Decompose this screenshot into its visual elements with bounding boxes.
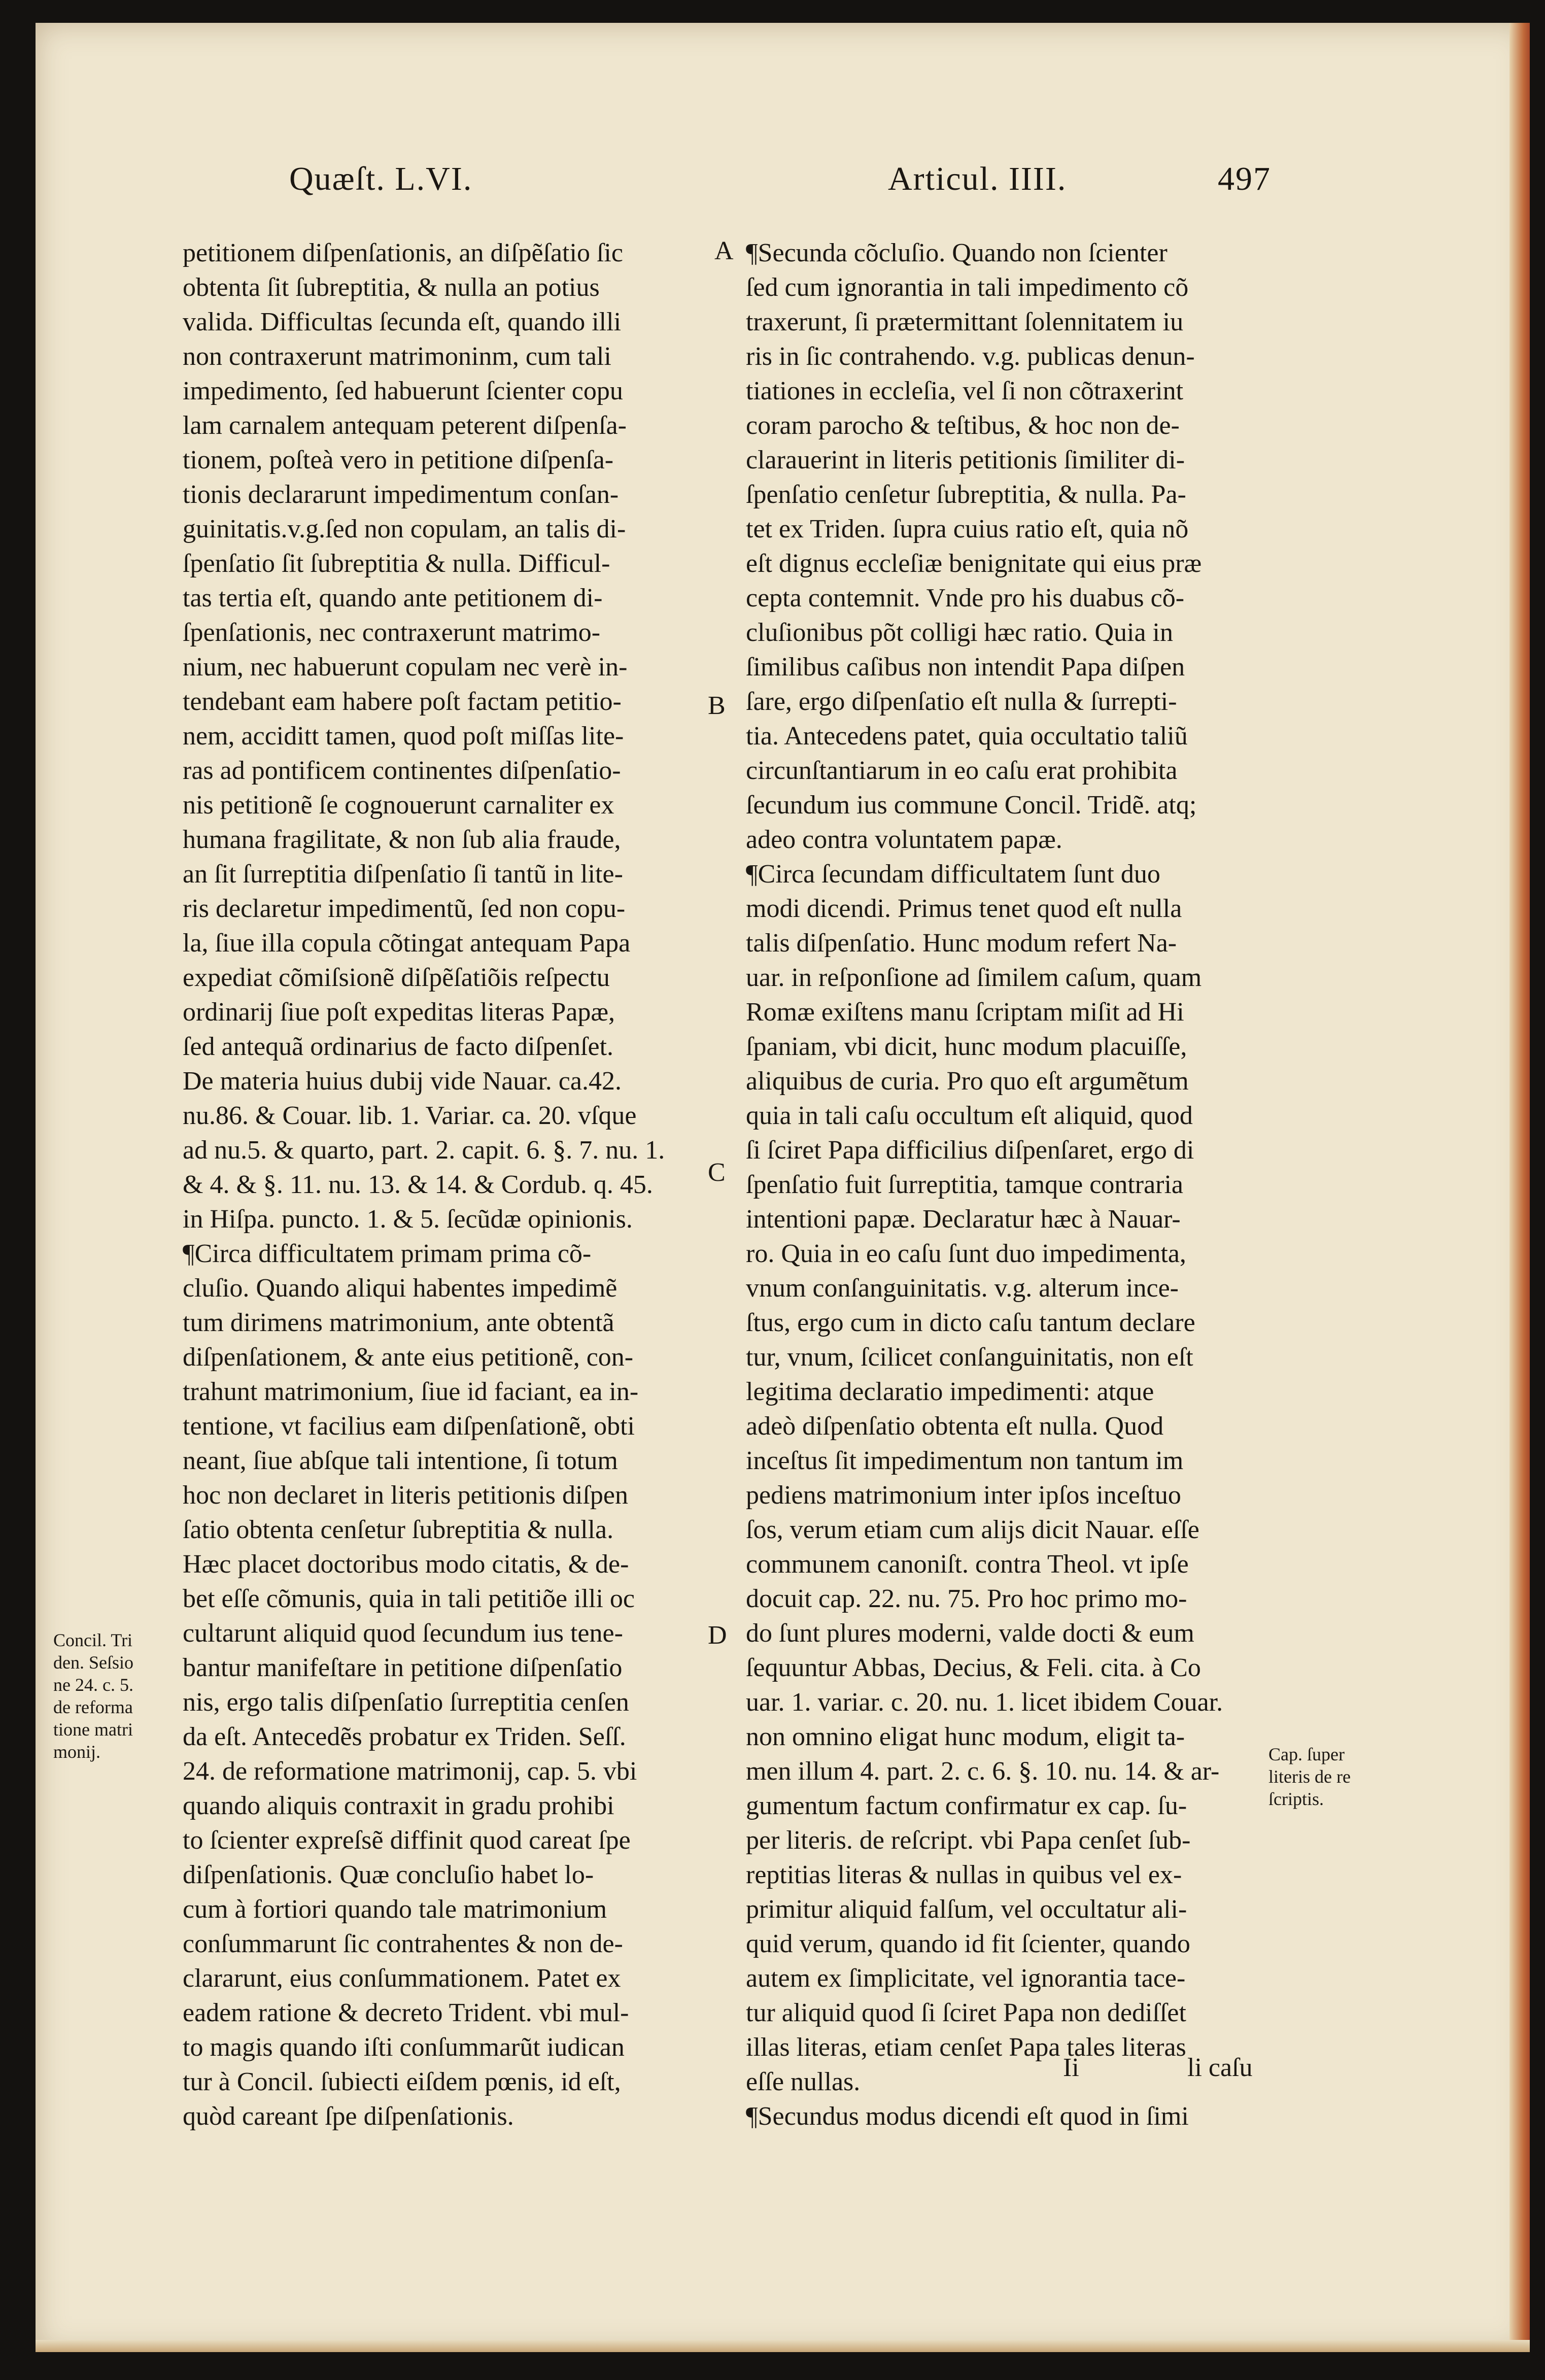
margin-letter-c: C [708,1158,726,1187]
margin-letter-b: B [708,691,726,720]
text-line: ordinarij ſiue poſt expeditas literas Papæ, [183,998,615,1027]
margin-letter-a: A [714,236,734,265]
text-line: ris declaretur impedimentũ, ſed non copu- [183,894,626,923]
text-line: obtenta ſit ſubreptitia, & nulla an potius [183,273,600,302]
text-line: an ſit ſurreptitia diſpenſatio ſi tantũ in lite- [183,860,623,889]
text-line: uar. in reſponſione ad ſimilem caſum, quam [746,963,1202,992]
text-line: ſed antequã ordinarius de facto diſpenſet. [183,1032,614,1061]
text-line: tiationes in eccleſia, vel ſi non cõtraxerint [746,377,1184,405]
text-line: ſpaniam, vbi dicit, hunc modum placuiſſe, [746,1032,1187,1061]
text-line: ſatio obtenta cenſetur ſubreptitia & nulla. [183,1515,614,1544]
right-text-column [746,236,1296,2134]
text-line: eſſe nullas. [746,2067,861,2096]
text-line: da eſt. Antecedẽs probatur ex Triden. Seſſ. [183,1722,626,1751]
text-line: lam carnalem antequam peterent diſpenſa- [183,411,627,440]
margin-note-line: literis de re [1268,1766,1351,1787]
text-line: adeò diſpenſatio obtenta eſt nulla. Quod [746,1412,1164,1441]
text-line: men illum 4. part. 2. c. 6. §. 10. nu. 14. & ar- [746,1757,1220,1786]
margin-note-line: tione matri [53,1719,133,1740]
text-line: aliquibus de curia. Pro quo eſt argumẽtum [746,1067,1189,1096]
text-line: non contraxerunt matrimoninm, cum tali [183,342,611,371]
text-line: tur à Concil. ſubiecti eiſdem pœnis, id eſt, [183,2067,621,2096]
text-line: quid verum, quando id fit ſcienter, quando [746,1929,1190,1958]
text-line: humana fragilitate, & non ſub alia fraude, [183,825,621,854]
text-line: ſare, ergo diſpenſatio eſt nulla & ſurrepti- [746,687,1177,716]
text-line: circunſtantiarum in eo caſu erat prohibita [746,756,1178,785]
text-line: non omnino eligat hunc modum, eligit ta- [746,1722,1185,1751]
text-line: traxerunt, ſi prætermittant ſolennitatem iu [746,308,1184,336]
text-line: tionis declararunt impedimentum conſan- [183,480,619,509]
text-line: tur, vnum, ſcilicet conſanguinitatis, non eſt [746,1343,1193,1372]
text-line: petitionem diſpenſationis, an diſpẽſatio ſic [183,239,623,267]
text-line: pediens matrimonium inter ipſos inceſtuo [746,1481,1181,1510]
text-line: do ſunt plures moderni, valde docti & eum [746,1619,1194,1648]
text-line: reptitias literas & nullas in quibus vel ex- [746,1860,1182,1889]
text-line: communem canoniſt. contra Theol. vt ipſe [746,1550,1189,1579]
running-head-question: Quæſt. L.VI. [289,160,473,197]
text-line: to magis quando iſti conſummarũt iudican [183,2033,625,2062]
text-line: nium, nec habuerunt copulam nec verè in- [183,653,628,682]
text-line: ris in ſic contrahendo. v.g. publicas denun- [746,342,1195,371]
text-line: ſecundum ius commune Concil. Tridẽ. atq; [746,791,1197,820]
text-line: ſos, verum etiam cum alijs dicit Nauar. eſſe [746,1515,1199,1544]
text-line: ſequuntur Abbas, Decius, & Feli. cita. à Co [746,1653,1201,1682]
margin-letter-d: D [708,1621,727,1650]
text-line: cluſio. Quando aliqui habentes impedimẽ [183,1274,617,1303]
text-line: ſimilibus caſibus non intendit Papa diſpen [746,653,1185,682]
text-line: ſi ſciret Papa difficilius diſpenſaret, ergo di [746,1136,1194,1165]
text-line: ad nu.5. & quarto, part. 2. capit. 6. §. 7. nu. 1. [183,1136,665,1165]
text-line: ¶Secundus modus dicendi eſt quod in ſimi [746,2102,1189,2131]
text-line: quia in tali caſu occultum eſt aliquid, quod [746,1101,1193,1130]
text-line: impedimento, ſed habuerunt ſcienter copu [183,377,623,405]
text-line: neant, ſiue abſque tali intentione, ſi totum [183,1446,618,1475]
text-line: gumentum factum confirmatur ex cap. ſu- [746,1791,1187,1820]
signature-mark: Ii [1063,2053,1079,2082]
margin-note-line: de reforma [53,1697,133,1717]
folio-number: 497 [1218,160,1271,197]
text-line: nem, acciditt tamen, quod poſt miſſas lite- [183,722,624,751]
text-line: eadem ratione & decreto Trident. vbi mul- [183,1998,629,2027]
text-line: hoc non declaret in literis petitionis diſpen [183,1481,629,1510]
text-line: coram parocho & teſtibus, & hoc non de- [746,411,1180,440]
text-line: tet ex Triden. ſupra cuius ratio eſt, quia nõ [746,515,1189,543]
text-line: ras ad pontificem continentes diſpenſatio- [183,756,621,785]
text-line: autem ex ſimplicitate, vel ignorantia tace- [746,1964,1186,1993]
running-head-article: Articul. IIII. [888,160,1067,197]
text-line: & 4. & §. 11. nu. 13. & 14. & Cordub. q. 45. [183,1170,653,1199]
text-line: tum dirimens matrimonium, ante obtentã [183,1308,614,1337]
text-line: illas literas, etiam cenſet Papa tales literas [746,2033,1186,2062]
margin-note-line: ne 24. c. 5. [53,1675,133,1695]
text-line: ¶Circa difficultatem primam prima cõ- [183,1239,592,1268]
text-line: conſummarunt ſic contrahentes & non de- [183,1929,623,1958]
text-line: diſpenſationis. Quæ concluſio habet lo- [183,1860,594,1889]
text-line: ¶Secunda cõcluſio. Quando non ſcienter [746,239,1168,267]
text-line: quando aliquis contraxit in gradu prohibi [183,1791,614,1820]
text-line: docuit cap. 22. nu. 75. Pro hoc primo mo- [746,1584,1187,1613]
text-line: la, ſiue illa copula cõtingat antequam Papa [183,929,631,958]
text-line: trahunt matrimonium, ſiue id faciant, ea in- [183,1377,639,1406]
margin-note-line: monij. [53,1742,101,1762]
text-line: ſpenſatio ſit ſubreptitia & nulla. Difficul- [183,549,610,578]
margin-note-line: ſcriptis. [1268,1789,1324,1809]
text-line: ſpenſatio fuit ſurreptitia, tamque contraria [746,1170,1184,1199]
page-edge-right [1509,23,1530,2352]
text-line: intentioni papæ. Declaratur hæc à Nauar- [746,1205,1181,1234]
margin-note-left [53,1629,175,1763]
page-edge-bottom [36,2340,1530,2352]
text-line: bet eſſe cõmunis, quia in tali petitiõe illi oc [183,1584,635,1613]
text-line: nis, ergo talis diſpenſatio ſurreptitia cenſen [183,1688,629,1717]
text-line: vnum conſanguinitatis. v.g. alterum ince- [746,1274,1179,1303]
text-line: adeo contra voluntatem papæ. [746,825,1062,854]
text-line: uar. 1. variar. c. 20. nu. 1. licet ibidem Couar. [746,1688,1223,1717]
text-line: legitima declaratio impedimenti: atque [746,1377,1154,1406]
text-line: ſpenſatio cenſetur ſubreptitia, & nulla. Pa- [746,480,1186,509]
text-line: eſt dignus eccleſiæ benignitate qui eius præ [746,549,1202,578]
text-line: cluſionibus põt colligi hæc ratio. Quia in [746,618,1174,647]
text-line: clarauerint in literis petitionis ſimiliter di- [746,446,1185,474]
text-line: in Hiſpa. puncto. 1. & 5. ſecũdæ opinionis. [183,1205,633,1234]
margin-note-right [1268,1743,1380,1810]
text-line: guinitatis.v.g.ſed non copulam, an talis di- [183,515,626,543]
text-line: tas tertia eſt, quando ante petitionem di- [183,584,603,613]
text-line: to ſcienter expreſsẽ diffinit quod careat ſpe [183,1826,631,1855]
text-line: primitur aliquid falſum, vel occultatur ali- [746,1895,1187,1924]
margin-note-line: den. Seſsio [53,1652,133,1673]
text-line: diſpenſationem, & ante eius petitionẽ, con- [183,1343,634,1372]
text-line: inceſtus ſit impedimentum non tantum im [746,1446,1184,1475]
text-line: tur aliquid quod ſi ſciret Papa non dediſſet [746,1998,1186,2027]
text-line: ro. Quia in eo caſu ſunt duo impedimenta, [746,1239,1186,1268]
text-line: tendebant eam habere poſt factam petitio- [183,687,622,716]
text-line: Hæc placet doctoribus modo citatis, & de- [183,1550,629,1579]
text-line: 24. de reformatione matrimonij, cap. 5. vbi [183,1757,637,1786]
text-line: cepta contemnit. Vnde pro his duabus cõ- [746,584,1185,613]
text-line: expediat cõmiſsionẽ diſpẽſatiõis reſpectu [183,963,610,992]
text-line: modi dicendi. Primus tenet quod eſt nulla [746,894,1182,923]
text-line: valida. Difficultas ſecunda eſt, quando illi [183,308,622,336]
text-line: per literis. de reſcript. vbi Papa cenſet ſub- [746,1826,1191,1855]
left-text-column [183,236,733,2134]
catchword: li caſu [1187,2053,1253,2082]
text-line: clararunt, eius conſummationem. Patet ex [183,1964,621,1993]
text-line: cultarunt aliquid quod ſecundum ius tene- [183,1619,623,1648]
text-line: De materia huius dubij vide Nauar. ca.42. [183,1067,622,1096]
text-line: nu.86. & Couar. lib. 1. Variar. ca. 20. vſque [183,1101,637,1130]
text-line: ſed cum ignorantia in tali impedimento cõ [746,273,1189,302]
text-line: nis petitionẽ ſe cognouerunt carnaliter ex [183,791,614,820]
text-line: tia. Antecedens patet, quia occultatio taliũ [746,722,1188,751]
text-line: ¶Circa ſecundam difficultatem ſunt duo [746,860,1160,889]
text-line: cum à fortiori quando tale matrimonium [183,1895,607,1924]
text-line: tentione, vt facilius eam diſpenſationẽ, obti [183,1412,635,1441]
text-line: ſpenſationis, nec contraxerunt matrimo- [183,618,601,647]
text-line: bantur manifeſtare in petitione diſpenſatio [183,1653,623,1682]
text-line: ſtus, ergo cum in dicto caſu tantum declare [746,1308,1195,1337]
book-page [36,23,1530,2352]
text-line: Romæ exiſtens manu ſcriptam miſit ad Hi [746,998,1184,1027]
margin-note-line: Concil. Tri [53,1630,133,1650]
text-line: tionem, poſteà vero in petitione diſpenſa- [183,446,614,474]
text-line: quòd careant ſpe diſpenſationis. [183,2102,514,2131]
text-line: talis diſpenſatio. Hunc modum refert Na- [746,929,1177,958]
margin-note-line: Cap. ſuper [1268,1744,1345,1764]
